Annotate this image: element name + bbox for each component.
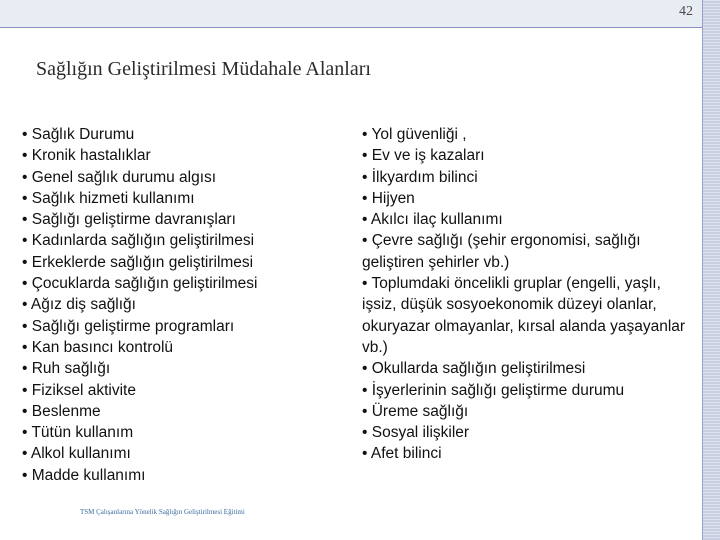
list-item: • Sağlığı geliştirme programları bbox=[22, 317, 235, 335]
list-item: • Ruh sağlığı bbox=[22, 360, 111, 378]
list-item: • Erkeklerde sağlığın geliştirilmesi bbox=[22, 253, 254, 271]
list-item: • Beslenme bbox=[22, 402, 101, 420]
header-divider bbox=[0, 27, 702, 28]
list-item: • Madde kullanımı bbox=[22, 466, 146, 484]
list-item: • Kadınlarda sağlığın geliştirilmesi bbox=[22, 232, 255, 250]
left-bullet-list bbox=[22, 124, 342, 486]
list-item: • Toplumdaki öncelikli gruplar (engelli, yaşlı, işsiz, düşük sosyoekonomik düzeyi olanlar, okuryazar olmayanlar, kırsal alanda yaşayanlar vb.) bbox=[362, 275, 686, 356]
list-item: • İlkyardım bilinci bbox=[362, 168, 478, 186]
list-item: • Genel sağlık durumu algısı bbox=[22, 168, 217, 186]
list-item: • Ağız diş sağlığı bbox=[22, 296, 136, 314]
list-item: • Yol güvenliği , bbox=[362, 126, 467, 143]
list-item: • Akılcı ilaç kullanımı bbox=[362, 211, 503, 229]
page-number: 42 bbox=[679, 4, 693, 19]
list-item: • Hijyen bbox=[362, 189, 415, 207]
right-side-bar bbox=[702, 0, 720, 540]
list-item: • Okullarda sağlığın geliştirilmesi bbox=[362, 360, 586, 378]
list-item: • Üreme sağlığı bbox=[362, 402, 469, 420]
list-item: • Çevre sağlığı (şehir ergonomisi, sağlığı geliştiren şehirler vb.) bbox=[362, 232, 641, 271]
list-item: • Sağlığı geliştirme davranışları bbox=[22, 211, 236, 229]
list-item: • Kronik hastalıklar bbox=[22, 147, 151, 165]
list-item: • Afet bilinci bbox=[362, 445, 442, 463]
list-item: • Fiziksel aktivite bbox=[22, 381, 136, 399]
footer-caption: TSM Çalışanlarına Yönelik Sağlığın Geliştirilmesi Eğitimi bbox=[80, 508, 245, 516]
list-item: • Sağlık Durumu bbox=[22, 126, 135, 143]
slide-title: Sağlığın Geliştirilmesi Müdahale Alanları bbox=[36, 58, 371, 80]
list-item: • Sosyal ilişkiler bbox=[362, 424, 470, 442]
right-bullet-list bbox=[362, 124, 697, 465]
list-item: • Alkol kullanımı bbox=[22, 445, 131, 463]
list-item: • İşyerlerinin sağlığı geliştirme durumu bbox=[362, 381, 625, 399]
list-item: • Ev ve iş kazaları bbox=[362, 147, 485, 165]
header-band bbox=[0, 0, 720, 27]
list-item: • Sağlık hizmeti kullanımı bbox=[22, 189, 195, 207]
list-item: • Çocuklarda sağlığın geliştirilmesi bbox=[22, 275, 258, 293]
list-item: • Kan basıncı kontrolü bbox=[22, 338, 174, 356]
list-item: • Tütün kullanım bbox=[22, 424, 134, 442]
